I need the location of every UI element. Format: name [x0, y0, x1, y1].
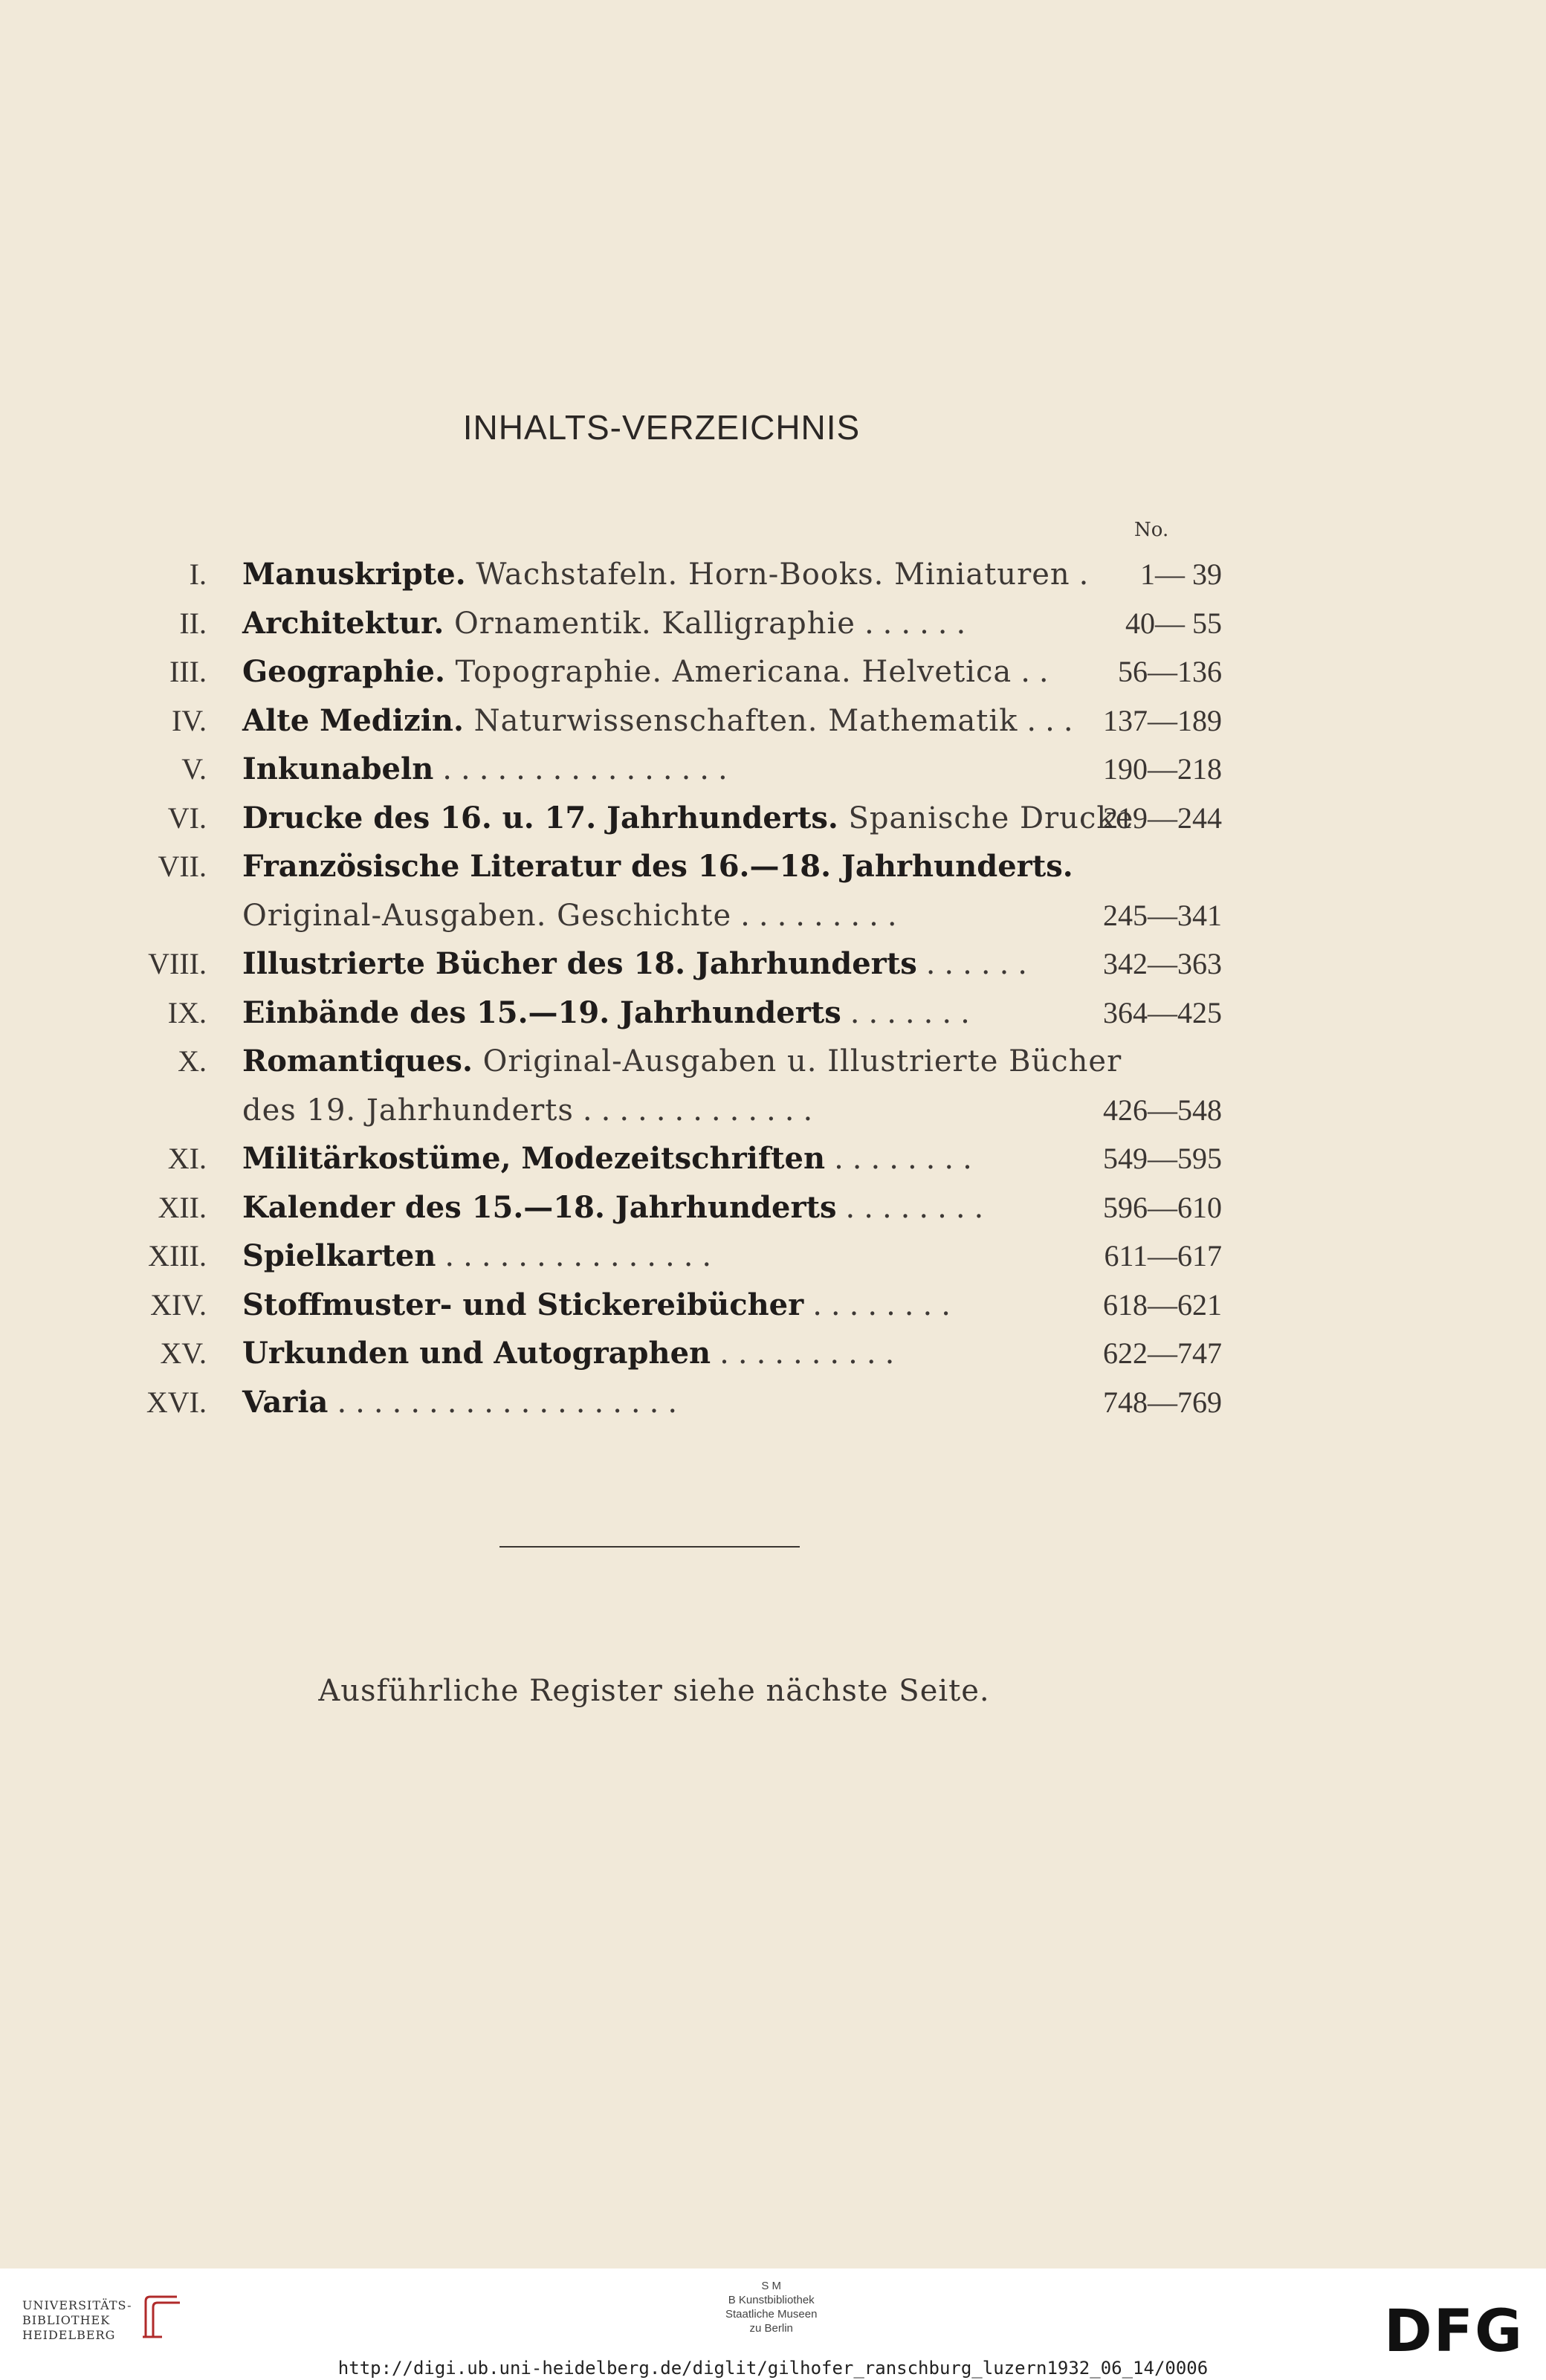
section-title: [242, 1329, 1075, 1378]
toc-row: [0, 550, 1546, 599]
section-number: V.: [181, 752, 207, 786]
register-note: Ausführliche Register siehe nächste Seite.: [318, 1674, 990, 1708]
section-title-bold: Drucke des 16. u. 17. Jahrhunderts.: [242, 800, 838, 835]
number-range: 219—244: [1103, 801, 1222, 835]
section-title-bold: Alte Medizin.: [242, 702, 464, 738]
section-title-bold: Inkunabeln: [242, 751, 434, 786]
leader-dots: .........: [740, 898, 906, 933]
toc-row: [0, 794, 1546, 843]
section-title: [242, 696, 1082, 746]
page-title: INHALTS-VERZEICHNIS: [462, 408, 861, 447]
section-title-bold: Romantiques.: [242, 1044, 473, 1079]
leader-dots: ........: [845, 1190, 993, 1225]
section-title: [242, 940, 1075, 989]
number-range: 190—218: [1103, 752, 1222, 786]
toc-row: [0, 1086, 1546, 1135]
section-title-rest: Wachstafeln. Horn-Books. Miniaturen: [465, 557, 1070, 592]
dfg-logo: DFG: [1383, 2298, 1524, 2365]
footer-bar: [0, 2269, 1546, 2380]
museum-stamp: S M B Kunstbibliothek Staatliche Museen zu Berlin: [725, 2280, 818, 2335]
toc-row: [0, 1378, 1546, 1427]
toc-row: [0, 745, 1546, 794]
toc-row: [0, 1134, 1546, 1183]
section-title-rest: Original-Ausgaben u. Illustrierte Bücher: [472, 1044, 1122, 1079]
toc-row: [0, 891, 1546, 940]
section-title-bold: Militärkostüme, Modezeitschriften: [242, 1141, 826, 1176]
section-number: II.: [179, 606, 207, 640]
divider-rule: [499, 1546, 800, 1548]
leader-dots: ......: [864, 606, 975, 641]
leader-dots: ..: [1021, 655, 1058, 689]
number-range: 611—617: [1104, 1239, 1222, 1273]
number-range: 426—548: [1103, 1093, 1222, 1127]
leader-dots: ...................: [337, 1385, 687, 1420]
section-title-bold: Kalender des 15.—18. Jahrhunderts: [242, 1189, 837, 1225]
section-number: III.: [169, 655, 207, 688]
university-library-logo: UNIVERSITÄTS- BIBLIOTHEK HEIDELBERG: [22, 2298, 132, 2342]
section-title-rest: Spanische Drucke: [838, 801, 1134, 835]
section-title: [242, 1378, 1075, 1427]
section-number: XI.: [167, 1142, 207, 1175]
section-title: [242, 1037, 1122, 1086]
section-title: [242, 1086, 1075, 1135]
section-title: [242, 550, 1098, 599]
number-range: 56—136: [1118, 655, 1222, 688]
toc-row: [0, 1037, 1546, 1086]
number-range: 364—425: [1103, 995, 1222, 1029]
number-range: 596—610: [1103, 1190, 1222, 1224]
section-number: XV.: [160, 1336, 207, 1370]
section-title: [242, 1183, 1075, 1232]
number-range: 549—595: [1103, 1142, 1222, 1175]
leader-dots: ......: [925, 947, 1037, 981]
toc-row: [0, 599, 1546, 648]
section-title-rest: des 19. Jahrhunderts: [242, 1093, 574, 1128]
section-title-bold: Einbände des 15.—19. Jahrhunderts: [242, 995, 841, 1030]
section-number: XVI.: [146, 1385, 207, 1419]
section-number: XII.: [158, 1190, 207, 1224]
number-range: 1— 39: [1140, 557, 1222, 591]
toc-row: [0, 696, 1546, 746]
toc-row: [0, 1232, 1546, 1281]
section-number: VIII.: [148, 947, 207, 980]
number-range: 245—341: [1103, 898, 1222, 932]
toc-row: [0, 1183, 1546, 1232]
section-title: [242, 794, 1134, 843]
section-number: X.: [178, 1044, 207, 1078]
section-title-bold: Spielkarten: [242, 1238, 436, 1273]
number-range: 40— 55: [1125, 606, 1222, 640]
number-range: 137—189: [1103, 703, 1222, 737]
section-number: I.: [189, 557, 207, 591]
number-range: 748—769: [1103, 1385, 1222, 1419]
section-title: [242, 647, 1075, 696]
toc-row: [0, 989, 1546, 1038]
leader-dots: .............: [582, 1093, 822, 1128]
section-title-bold: Urkunden und Autographen: [242, 1336, 711, 1371]
section-number: XIII.: [148, 1239, 207, 1273]
leader-dots: ................: [442, 752, 737, 786]
leader-dots: ...............: [444, 1239, 721, 1273]
section-title: [242, 1281, 1075, 1330]
leader-dots: ........: [834, 1142, 981, 1176]
section-title-bold: Geographie.: [242, 654, 445, 689]
section-title-rest: Original-Ausgaben. Geschichte: [242, 898, 732, 933]
section-title-bold: Stoffmuster- und Stickereibücher: [242, 1287, 804, 1322]
section-title-rest: Topographie. Americana. Helvetica: [444, 655, 1012, 689]
toc-row: [0, 1281, 1546, 1330]
section-title-bold: Französische Literatur des 16.—18. Jahrhunderts.: [242, 849, 1073, 884]
section-title: [242, 891, 1075, 940]
number-range: 618—621: [1103, 1287, 1222, 1322]
section-title: [242, 842, 1075, 891]
leader-dots: .: [1078, 557, 1098, 592]
source-url[interactable]: http://digi.ub.uni-heidelberg.de/diglit/gilhofer_ranschburg_luzern1932_06_14/0006: [337, 2358, 1209, 2379]
section-title: [242, 745, 1075, 794]
section-title-rest: Naturwissenschaften. Mathematik: [463, 703, 1018, 738]
section-number: IX.: [167, 995, 207, 1029]
section-title: [242, 599, 1075, 648]
toc-row: [0, 842, 1546, 891]
number-range: 622—747: [1103, 1336, 1222, 1370]
section-number: XIV.: [150, 1287, 207, 1322]
leader-dots: ..........: [719, 1336, 904, 1371]
section-title-rest: Ornamentik. Kalligraphie: [444, 606, 856, 641]
section-title: [242, 1134, 1075, 1183]
section-number: IV.: [171, 703, 207, 737]
section-title-bold: Varia: [242, 1384, 329, 1420]
toc-row: [0, 1329, 1546, 1378]
toc-row: [0, 647, 1546, 696]
toc-row: [0, 940, 1546, 989]
section-title-bold: Architektur.: [242, 605, 444, 641]
number-range: 342—363: [1103, 947, 1222, 980]
section-number: VII.: [158, 850, 207, 883]
section-title: [242, 989, 1075, 1038]
leader-dots: .......: [850, 995, 979, 1030]
library-emblem-icon: [140, 2291, 184, 2343]
leader-dots: ........: [812, 1287, 960, 1322]
section-title-bold: Illustrierte Bücher des 18. Jahrhunderts: [242, 946, 917, 981]
section-title-bold: Manuskripte.: [242, 557, 466, 592]
section-number: VI.: [167, 801, 207, 835]
section-title: [242, 1232, 1075, 1281]
leader-dots: ...: [1026, 703, 1082, 738]
number-column-header: No.: [1134, 519, 1169, 541]
